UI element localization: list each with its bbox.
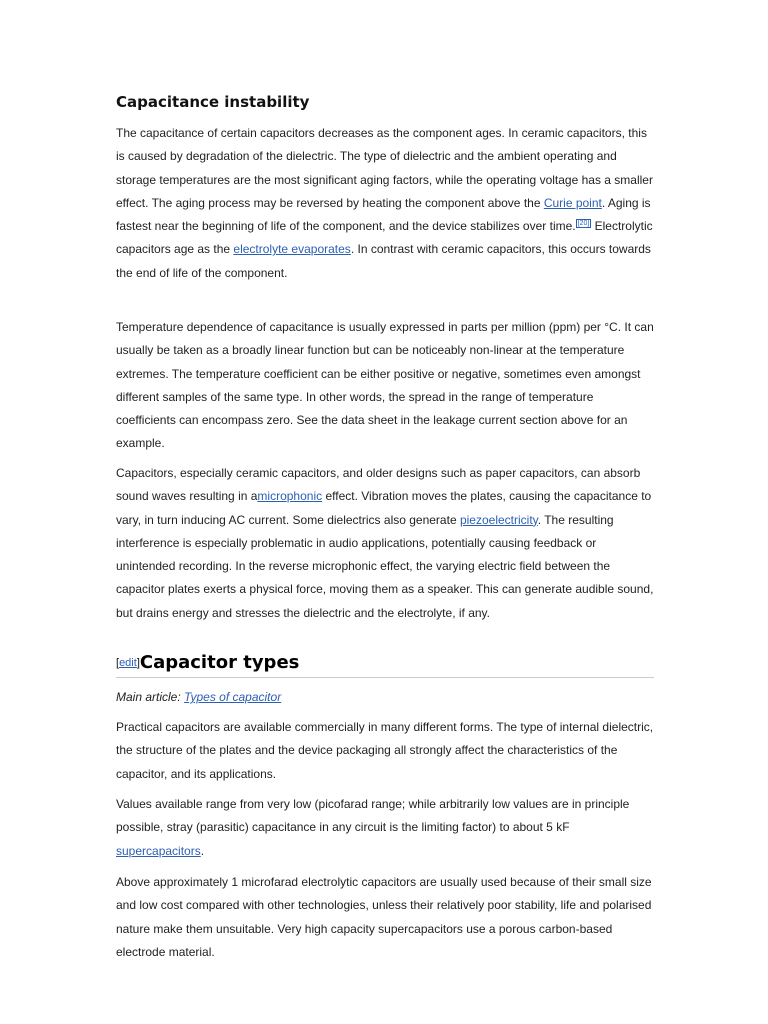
text: . Aging is fastest near the beginning of life of the component, and the device stabilizes over time. — [116, 195, 651, 234]
link-types-of-capacitor[interactable]: Types of capacitor — [184, 690, 282, 704]
bracket: [ — [116, 657, 120, 669]
link-electrolyte-evaporates[interactable]: electrolyte evaporates — [233, 242, 351, 257]
paragraph-temperature-dependence: Temperature dependence of capacitance is usually expressed in parts per million (ppm) per °C. It can usually be taken as a broadly linear function but can be noticeably non-linear at the temperature extremes. The temperature coefficient can be either positive or negative, sometimes even amongst different samples of the same type. In other words, the spread in the range of temperature coefficients can encompass zero. See the data sheet in the leakage current section above for an example. — [116, 320, 654, 451]
text: effect. Vibration moves the plates, causing the capacitance to vary, in turn inducing AC current. Some dielectrics also generate — [116, 489, 652, 527]
edit-section — [116, 657, 140, 669]
text: Values available range from very low (picofarad range; while arbitrarily low values are in principle possible, stray (parasitic) capacitance in any circuit is the limiting factor) to about 5 kF — [116, 797, 630, 835]
text: The capacitance of certain capacitors decreases as the component ages. In ceramic capacitors, this is caused by degradation of the dielectric. The type of dielectric and the ambient operating and storage temperatures are the most significant aging factors, while the operating voltage has a smaller effect. The aging process may be reversed by heating the component above the — [116, 126, 653, 210]
text: Main article: — [116, 690, 185, 704]
bracket: ] — [136, 657, 140, 669]
edit-link[interactable]: edit — [119, 657, 137, 669]
text: Capacitors, especially ceramic capacitors, and older designs such as paper capacitors, can absorb sound waves resulting in a — [116, 466, 641, 504]
link-curie-point[interactable]: Curie point — [543, 195, 602, 210]
reference-link[interactable]: [20] — [577, 220, 590, 228]
text: . In contrast with ceramic capacitors, this occurs towards the end of life of the component. — [116, 242, 651, 280]
section-heading-capacitance-instability: Capacitance instability — [116, 93, 310, 111]
paragraph-microphonic — [116, 462, 654, 625]
link-supercapacitors[interactable]: supercapacitors — [116, 843, 201, 858]
reference-20[interactable] — [576, 219, 592, 228]
text: . — [200, 843, 205, 858]
paragraph-practical-capacitors: Practical capacitors are available commercially in many different forms. The type of internal dielectric, the structure of the plates and the device packaging all strongly affect the characteristics of the capacitor, and its applications. — [116, 720, 654, 781]
section-title: Capacitor types — [139, 652, 300, 673]
paragraph-electrolytic: Above approximately 1 microfarad electrolytic capacitors are usually used because of their small size and low cost compared with other technologies, unless their relatively poor stability, life and polarised nature make them unsuitable. Very high capacity supercapacitors use a porous carbon-based electrode material. — [116, 875, 652, 959]
link-piezoelectricity[interactable]: piezoelectricity — [459, 512, 538, 527]
link-microphonic[interactable]: microphonic — [257, 489, 323, 504]
text: Electrolytic capacitors age as the — [116, 219, 653, 257]
hatnote-main-article — [116, 687, 281, 707]
paragraph-values-range — [116, 793, 654, 863]
paragraph-aging — [116, 122, 654, 285]
text: . The resulting interference is especially problematic in audio applications, potentially causing feedback or unintended recording. In the reverse microphonic effect, the varying electric field between the capacitor plates exerts a physical force, moving them as a speaker. This can generate audible sound, but drains energy and stresses the dielectric and the electrolyte, if any. — [116, 512, 654, 620]
section-heading-capacitor-types — [116, 652, 654, 678]
